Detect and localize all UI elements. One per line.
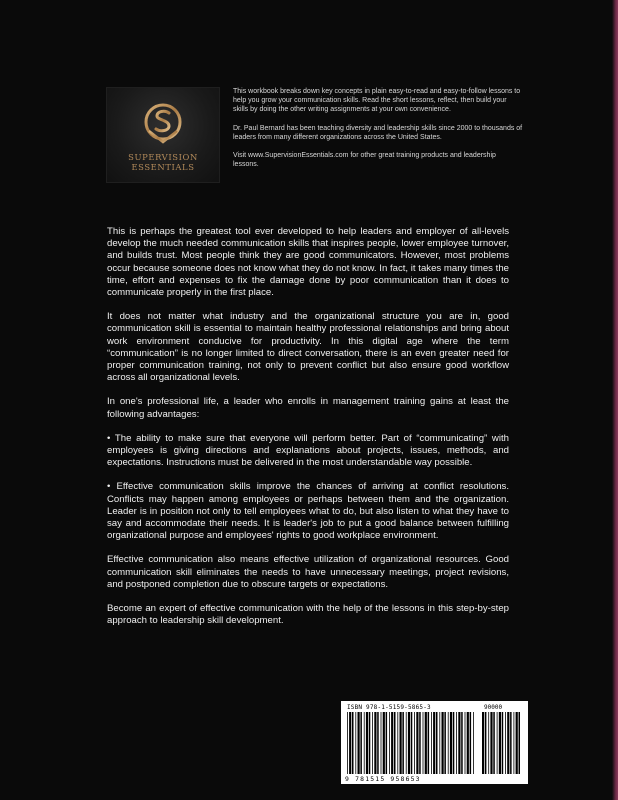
barcode-bar xyxy=(355,712,356,774)
barcode-bar xyxy=(482,712,484,774)
barcode-bar xyxy=(499,712,501,774)
barcode-bar xyxy=(408,712,410,774)
barcode-bar xyxy=(456,712,457,774)
barcode-bar xyxy=(347,712,348,774)
barcode-bar xyxy=(436,712,438,774)
description-paragraph: In one's professional life, a leader who enrolls in management training gains at least the following advantages: xyxy=(107,396,509,420)
barcode-bar xyxy=(444,712,446,774)
isbn-digits: 9 781515 958653 xyxy=(345,775,421,783)
brand-logo xyxy=(106,87,220,183)
barcode-bar xyxy=(391,712,393,774)
barcode-bar xyxy=(425,712,427,774)
description-paragraph: This is perhaps the greatest tool ever developed to help leaders and employer of all-levels develop the much needed communication skills that inspires people, lower employee turnover, and builds trust. Most people think they are good communicators. However, most problems occur because someone does not know what they do not know. In fact, it takes many times the time, effort and expenses to fix the damage done by poor communication than it does to communicate properly in the first place. xyxy=(107,226,509,299)
barcode-bar xyxy=(372,712,373,774)
barcode-bar xyxy=(467,712,469,774)
barcode-bar xyxy=(411,712,413,774)
barcode-bar xyxy=(381,712,382,774)
price-barcode-bars xyxy=(482,712,522,774)
brand-name: SUPERVISION ESSENTIALS xyxy=(128,152,198,172)
barcode-bar xyxy=(416,712,418,774)
barcode-bar xyxy=(358,712,360,774)
blurb-paragraph: Dr. Paul Bernard has been teaching diversity and leadership skills since 2000 to thousands of leaders from many different organizations across the United States. xyxy=(233,124,523,141)
advantage-bullet: • Effective communication skills improve the chances of arriving at conflict resolutions. Conflicts may happen among employees or perhaps between them and the organization. Leader is in position not only to tell employees what to do, but also listen to what they have to say and accommodate their needs. It is leader's job to put a good balance between fulfilling organizational purpose and employees' rights to good workplace environment. xyxy=(107,481,509,542)
barcode-bar xyxy=(510,712,512,774)
barcode-bar xyxy=(439,712,440,774)
blurb-paragraph: This workbook breaks down key concepts in plain easy-to-read and easy-to-follow lessons to help you grow your communication skills. Read the short lessons, reflect, then build your skills by doing the other writing assignments at your own convenience. xyxy=(233,88,521,114)
barcode-bar xyxy=(397,712,398,774)
barcode-bar xyxy=(448,712,449,774)
barcode-bar xyxy=(488,712,489,774)
barcode-bar xyxy=(377,712,379,774)
barcode-bar xyxy=(402,712,404,774)
barcode-bar xyxy=(514,712,515,774)
barcode-bar xyxy=(400,712,402,774)
barcode-bar xyxy=(389,712,390,774)
description-paragraph: It does not matter what industry and the organizational structure you are in, good communication skill is essential to maintain healthy professional relationships and bring about work environment conducive for productivity. In this digital age where the term “communication” is no longer limited to direct conversation, there is an even greater need for proper communication training, not only to prevent conflict but also ensure good workflow across all organizational levels. xyxy=(107,311,509,384)
barcode-bar xyxy=(366,712,368,774)
barcode-bar xyxy=(428,712,430,774)
supervision-essentials-logo-mark-icon xyxy=(143,100,183,148)
barcode-bar xyxy=(394,712,396,774)
isbn-barcode xyxy=(341,701,528,784)
barcode-bar xyxy=(450,712,452,774)
book-description xyxy=(107,226,509,639)
barcode-bar xyxy=(453,712,455,774)
isbn-label: ISBN 978-1-5159-5865-3 xyxy=(347,704,431,711)
barcode-bar xyxy=(360,712,362,774)
advantage-bullet: • The ability to make sure that everyone will perform better. Part of “communicating” with employees is giving directions and explanations about projects, issues, methods, and expectations. Instructions must be delivered in the most understandable way possible. xyxy=(107,432,509,469)
barcode-bar xyxy=(431,712,432,774)
barcode-bar xyxy=(519,712,521,774)
barcode-bar xyxy=(461,712,463,774)
barcode-bar xyxy=(349,712,351,774)
barcode-bar xyxy=(374,712,376,774)
barcode-bar xyxy=(442,712,444,774)
barcode-bar xyxy=(502,712,504,774)
barcode-bar xyxy=(423,712,424,774)
barcode-bar xyxy=(414,712,415,774)
blurb-paragraph: Visit www.SupervisionEssentials.com for other great training products and leadership lessons. xyxy=(233,152,496,169)
description-paragraph: Become an expert of effective communication with the help of the lessons in this step-by-step approach to leadership skill development. xyxy=(107,603,509,627)
barcode-bar xyxy=(490,712,492,774)
spine-edge xyxy=(612,0,618,800)
barcode-bar xyxy=(458,712,460,774)
barcode-bar xyxy=(507,712,509,774)
barcode-bar xyxy=(383,712,385,774)
description-paragraph: Effective communication also means effective utilization of organizational resources. Good communication skill eliminates the needs to have unnecessary meetings, project revisions, and postponed completion due to obscure targets or expectations. xyxy=(107,554,509,590)
barcode-bar xyxy=(406,712,407,774)
barcode-bar xyxy=(386,712,388,774)
barcode-bar xyxy=(465,712,466,774)
barcode-bar xyxy=(516,712,518,774)
author-blurb xyxy=(233,87,523,178)
barcode-bar xyxy=(470,712,472,774)
price-code: 90000 xyxy=(484,704,503,711)
barcode-bar xyxy=(505,712,506,774)
barcode-bar xyxy=(473,712,474,774)
barcode-bar xyxy=(433,712,435,774)
barcode-bar xyxy=(352,712,354,774)
barcode-bar xyxy=(493,712,495,774)
barcode-bar xyxy=(485,712,487,774)
ean-barcode-bars xyxy=(347,712,475,774)
barcode-bar xyxy=(369,712,371,774)
barcode-bar xyxy=(364,712,365,774)
barcode-bar xyxy=(497,712,498,774)
barcode-bar xyxy=(419,712,421,774)
